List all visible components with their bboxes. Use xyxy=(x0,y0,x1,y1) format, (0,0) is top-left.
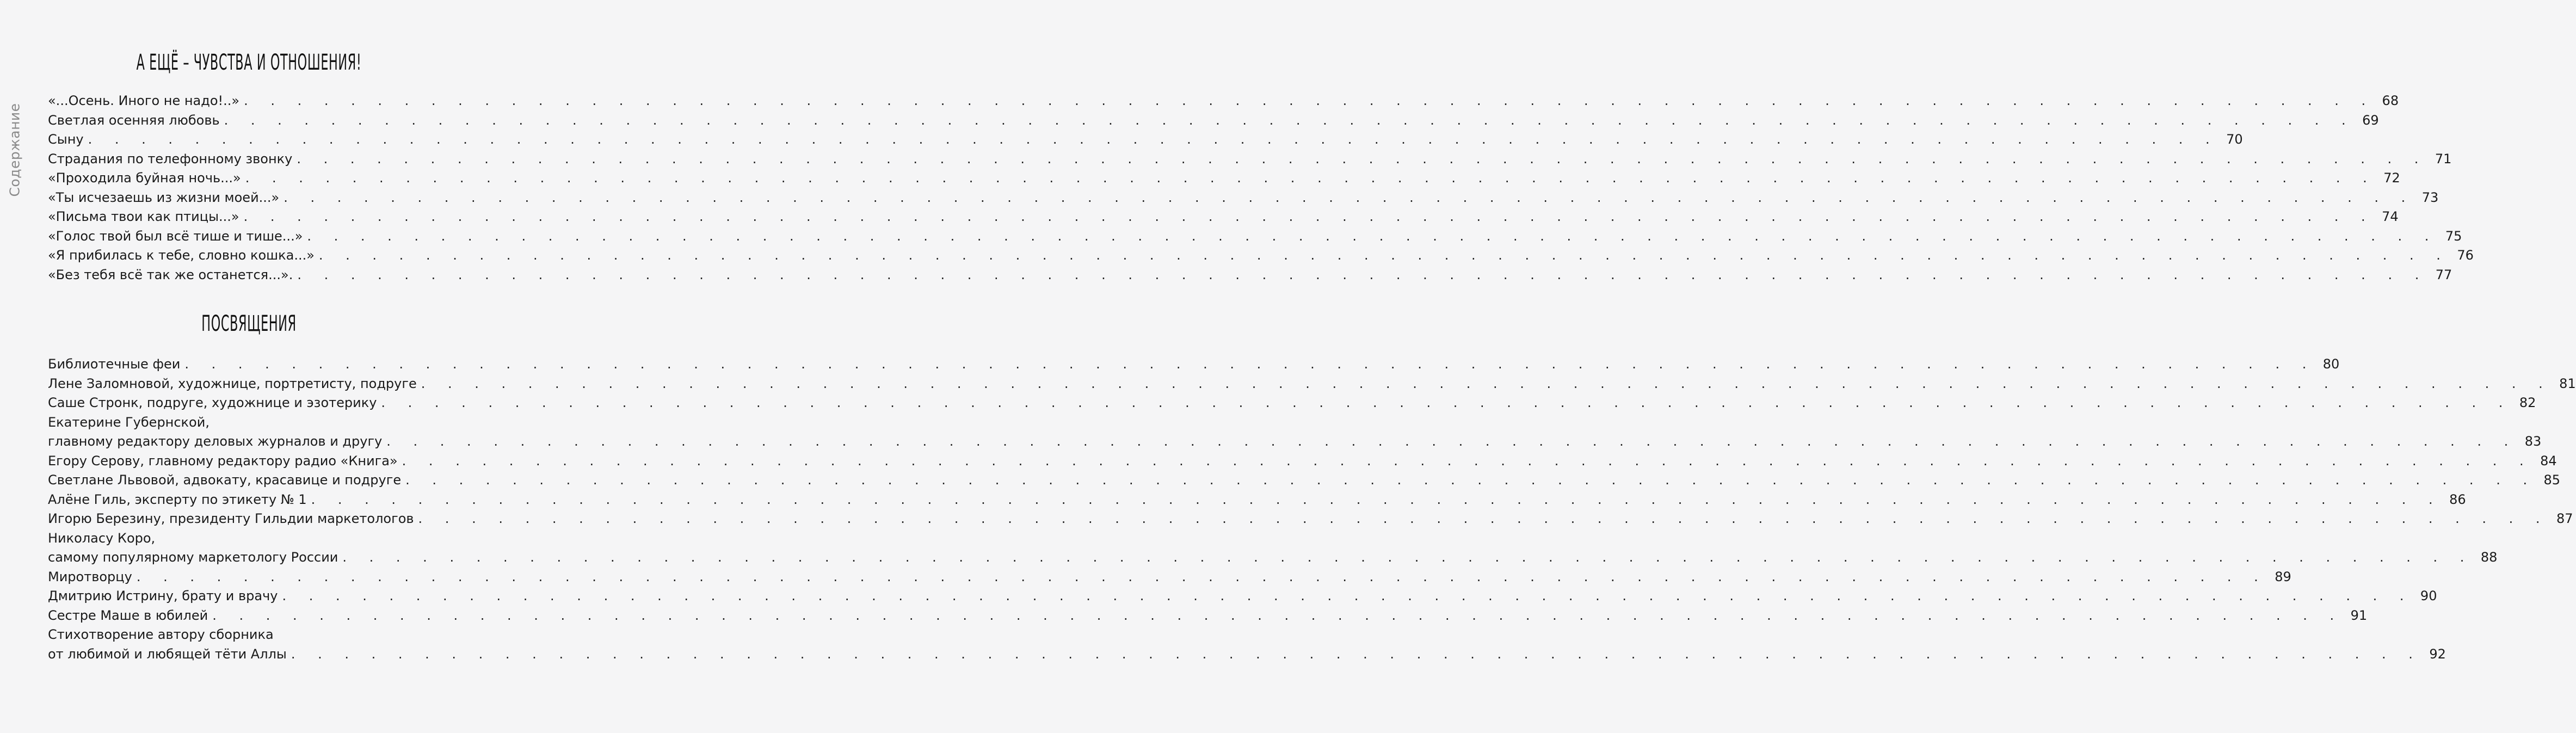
dot-leader: . . . . . . . . . . . . . . . . . . . . . . . . . . . . . . . . . . . . . . . . . . . . . . . . . . . . . . . . . . . . . . . . . . . . . . . . . . . . . . . . xyxy=(284,189,2415,205)
toc-entry-title: Страдания по телефонному звонку xyxy=(48,151,293,167)
dot-leader: . . . . . . . . . . . . . . . . . . . . . . . . . . . . . . . . . . . . . . . . . . . . . . . . . . . . . . . . . . . . . . . . . . . . . . . . . . . . . . . . xyxy=(282,588,2413,603)
section-title-dedications: ПОСВЯЩЕНИЯ xyxy=(201,311,297,336)
toc-entry-title: Алёне Гиль, эксперту по этикету № 1 xyxy=(48,491,307,507)
dot-leader: . . . . . . . . . . . . . . . . . . . . . . . . . . . . . . . . . . . . . . . . . . . . . . . . . . . . . . . . . . . . . . . . . . . . . . . . . . . . . . . . xyxy=(245,170,2376,186)
toc-entry-title: Дмитрию Истрину, брату и врачу xyxy=(48,588,278,603)
toc-entry-title: «Ты исчезаешь из жизни моей...» xyxy=(48,189,280,205)
toc-entry-page-number: 86 xyxy=(2449,491,2466,507)
toc-entry-title: Миротворцу xyxy=(48,569,132,584)
side-section-label xyxy=(7,98,23,201)
toc-entry-title: «...Осень. Иного не надо!..» xyxy=(48,93,240,108)
toc-entry xyxy=(48,432,2542,452)
toc-entry xyxy=(48,130,2243,150)
toc-entry-title: главному редактору деловых журналов и другу xyxy=(48,434,383,449)
toc-entry-page-number: 82 xyxy=(2519,395,2536,410)
toc-entry xyxy=(48,548,2498,568)
toc-entry-page-number: 84 xyxy=(2540,453,2557,469)
toc-entry-page-number: 68 xyxy=(2382,93,2399,108)
dot-leader: . . . . . . . . . . . . . . . . . . . . . . . . . . . . . . . . . . . . . . . . . . . . . . . . . . . . . . . . . . . . . . . . . . . . . . . . . . . . . . . . xyxy=(184,356,2316,372)
toc-entry-title: «Голос твой был всё тише и тише...» xyxy=(48,228,303,244)
toc-entry-title: от любимой и любящей тёти Аллы xyxy=(48,646,287,662)
toc-entry xyxy=(48,625,478,645)
toc-entry-page-number: 92 xyxy=(2429,646,2446,662)
toc-entry xyxy=(48,529,478,549)
toc-entry xyxy=(48,111,2379,131)
dot-leader: . . . . . . . . . . . . . . . . . . . . . . . . . . . . . . . . . . . . . . . . . . . . . . . . . . . . . . . . . . . . . . . . . . . . . . . . . . . . . . . . xyxy=(402,453,2533,469)
toc-entry-page-number: 88 xyxy=(2480,550,2498,565)
dot-leader: . . . . . . . . . . . . . . . . . . . . . . . . . . . . . . . . . . . . . . . . . . . . . . . . . . . . . . . . . . . . . . . . . . . . . . . . . . . . . . . . xyxy=(88,132,2219,147)
toc-entry-title: Игорю Березину, президенту Гильдии маркетологов xyxy=(48,511,414,526)
toc-entry xyxy=(48,471,2561,490)
dot-leader: . . . . . . . . . . . . . . . . . . . . . . . . . . . . . . . . . . . . . . . . . . . . . . . . . . . . . . . . . . . . . . . . . . . . . . . . . . . . . . . . xyxy=(291,646,2422,662)
dot-leader: . . . . . . . . . . . . . . . . . . . . . . . . . . . . . . . . . . . . . . . . . . . . . . . . . . . . . . . . . . . . . . . . . . . . . . . . . . . . . . . . xyxy=(297,151,2428,167)
dot-leader: . . . . . . . . . . . . . . . . . . . . . . . . . . . . . . . . . . . . . . . . . . . . . . . . . . . . . . . . . . . . . . . . . . . . . . . . . . . . . . . . xyxy=(297,267,2429,282)
toc-entry-title: Сестре Маше в юбилей xyxy=(48,607,208,623)
toc-list-dedications xyxy=(48,355,2576,664)
toc-entry-page-number: 75 xyxy=(2445,228,2462,244)
toc-entry-title: Саше Стронк, подруге, художнице и эзотерику xyxy=(48,395,377,410)
toc-entry-title: «Я прибилась к тебе, словно кошка...» xyxy=(48,248,315,263)
toc-entry xyxy=(48,246,2474,266)
toc-entry-title: Сыну xyxy=(48,132,84,147)
toc-entry-title: Николасу Коро, xyxy=(48,530,156,546)
dot-leader: . . . . . . . . . . . . . . . . . . . . . . . . . . . . . . . . . . . . . . . . . . . . . . . . . . . . . . . . . . . . . . . . . . . . . . . . . . . . . . . . xyxy=(342,550,2474,565)
toc-entry xyxy=(48,91,2399,111)
section-title-feelings: А ЕЩЁ – ЧУВСТВА И ОТНОШЕНИЯ! xyxy=(136,50,362,75)
toc-entry xyxy=(48,374,2576,394)
dot-leader: . . . . . . . . . . . . . . . . . . . . . . . . . . . . . . . . . . . . . . . . . . . . . . . . . . . . . . . . . . . . . . . . . . . . . . . . . . . . . . . . xyxy=(307,228,2438,244)
dot-leader: . . . . . . . . . . . . . . . . . . . . . . . . . . . . . . . . . . . . . . . . . . . . . . . . . . . . . . . . . . . . . . . . . . . . . . . . . . . . . . . . xyxy=(318,248,2450,263)
toc-entry-page-number: 91 xyxy=(2350,607,2368,623)
toc-entry xyxy=(48,645,2446,664)
toc-entry xyxy=(48,266,2452,285)
toc-entry-page-number: 81 xyxy=(2559,375,2576,391)
toc-entry xyxy=(48,150,2452,169)
toc-entry-title: «Без тебя всё так же останется...». xyxy=(48,267,293,282)
toc-entry-page-number: 73 xyxy=(2421,189,2439,205)
toc-entry xyxy=(48,355,2340,374)
dot-leader: . . . . . . . . . . . . . . . . . . . . . . . . . . . . . . . . . . . . . . . . . . . . . . . . . . . . . . . . . . . . . . . . . . . . . . . . . . . . . . . . xyxy=(418,511,2549,526)
dot-leader: . . . . . . . . . . . . . . . . . . . . . . . . . . . . . . . . . . . . . . . . . . . . . . . . . . . . . . . . . . . . . . . . . . . . . . . . . . . . . . . . xyxy=(136,569,2267,584)
toc-entry xyxy=(48,490,2466,510)
dot-leader: . . . . . . . . . . . . . . . . . . . . . . . . . . . . . . . . . . . . . . . . . . . . . . . . . . . . . . . . . . . . . . . . . . . . . . . . . . . . . . . . xyxy=(224,112,2355,128)
dot-leader: . . . . . . . . . . . . . . . . . . . . . . . . . . . . . . . . . . . . . . . . . . . . . . . . . . . . . . . . . . . . . . . . . . . . . . . . . . . . . . . . xyxy=(212,607,2344,623)
toc-entry-page-number: 69 xyxy=(2362,112,2379,128)
toc-entry xyxy=(48,207,2399,227)
toc-entry-page-number: 70 xyxy=(2226,132,2243,147)
toc-entry xyxy=(48,393,2536,413)
toc-entry-page-number: 71 xyxy=(2435,151,2452,167)
toc-entry-page-number: 72 xyxy=(2383,170,2400,186)
toc-entry-title: самому популярному маркетологу России xyxy=(48,550,338,565)
toc-entry-title: «Проходила буйная ночь...» xyxy=(48,170,241,186)
toc-entry-page-number: 74 xyxy=(2382,209,2399,224)
toc-entry-title: Библиотечные феи xyxy=(48,356,181,372)
toc-entry xyxy=(48,227,2462,247)
toc-entry xyxy=(48,188,2439,208)
side-label-text: Содержание xyxy=(7,102,23,197)
toc-entry xyxy=(48,169,2400,188)
dot-leader: . . . . . . . . . . . . . . . . . . . . . . . . . . . . . . . . . . . . . . . . . . . . . . . . . . . . . . . . . . . . . . . . . . . . . . . . . . . . . . . . xyxy=(405,472,2537,488)
dot-leader: . . . . . . . . . . . . . . . . . . . . . . . . . . . . . . . . . . . . . . . . . . . . . . . . . . . . . . . . . . . . . . . . . . . . . . . . . . . . . . . . xyxy=(421,375,2552,391)
toc-entry-page-number: 87 xyxy=(2556,511,2573,526)
toc-entry-page-number: 90 xyxy=(2420,588,2437,603)
dot-leader: . . . . . . . . . . . . . . . . . . . . . . . . . . . . . . . . . . . . . . . . . . . . . . . . . . . . . . . . . . . . . . . . . . . . . . . . . . . . . . . . xyxy=(381,395,2512,410)
toc-entry-page-number: 83 xyxy=(2524,434,2542,449)
toc-entry-page-number: 80 xyxy=(2322,356,2340,372)
dot-leader: . . . . . . . . . . . . . . . . . . . . . . . . . . . . . . . . . . . . . . . . . . . . . . . . . . . . . . . . . . . . . . . . . . . . . . . . . . . . . . . . xyxy=(244,93,2375,108)
toc-entry-page-number: 77 xyxy=(2435,267,2452,282)
dot-leader: . . . . . . . . . . . . . . . . . . . . . . . . . . . . . . . . . . . . . . . . . . . . . . . . . . . . . . . . . . . . . . . . . . . . . . . . . . . . . . . . xyxy=(243,209,2375,224)
toc-entry-title: Екатерине Губернской, xyxy=(48,414,209,430)
toc-entry xyxy=(48,568,2291,587)
dot-leader: . . . . . . . . . . . . . . . . . . . . . . . . . . . . . . . . . . . . . . . . . . . . . . . . . . . . . . . . . . . . . . . . . . . . . . . . . . . . . . . . xyxy=(386,434,2518,449)
toc-entry-title: Светлане Львовой, адвокату, красавице и подруге xyxy=(48,472,402,488)
toc-entry-title: Стихотворение автору сборника xyxy=(48,627,274,642)
toc-entry-title: Лене Заломновой, художнице, портретисту, подруге xyxy=(48,375,417,391)
toc-entry-page-number: 76 xyxy=(2457,248,2474,263)
toc-entry xyxy=(48,509,2573,529)
toc-entry xyxy=(48,587,2437,606)
toc-entry xyxy=(48,606,2368,626)
toc-entry xyxy=(48,413,478,433)
toc-entry xyxy=(48,452,2557,471)
toc-entry-title: Светлая осенняя любовь xyxy=(48,112,220,128)
dot-leader: . . . . . . . . . . . . . . . . . . . . . . . . . . . . . . . . . . . . . . . . . . . . . . . . . . . . . . . . . . . . . . . . . . . . . . . . . . . . . . . . xyxy=(311,491,2442,507)
toc-entry-page-number: 85 xyxy=(2543,472,2561,488)
toc-entry-page-number: 89 xyxy=(2275,569,2291,584)
toc-entry-title: Егору Серову, главному редактору радио «Книга» xyxy=(48,453,398,469)
toc-list-feelings xyxy=(48,91,2474,285)
toc-entry-title: «Письма твои как птицы...» xyxy=(48,209,239,224)
